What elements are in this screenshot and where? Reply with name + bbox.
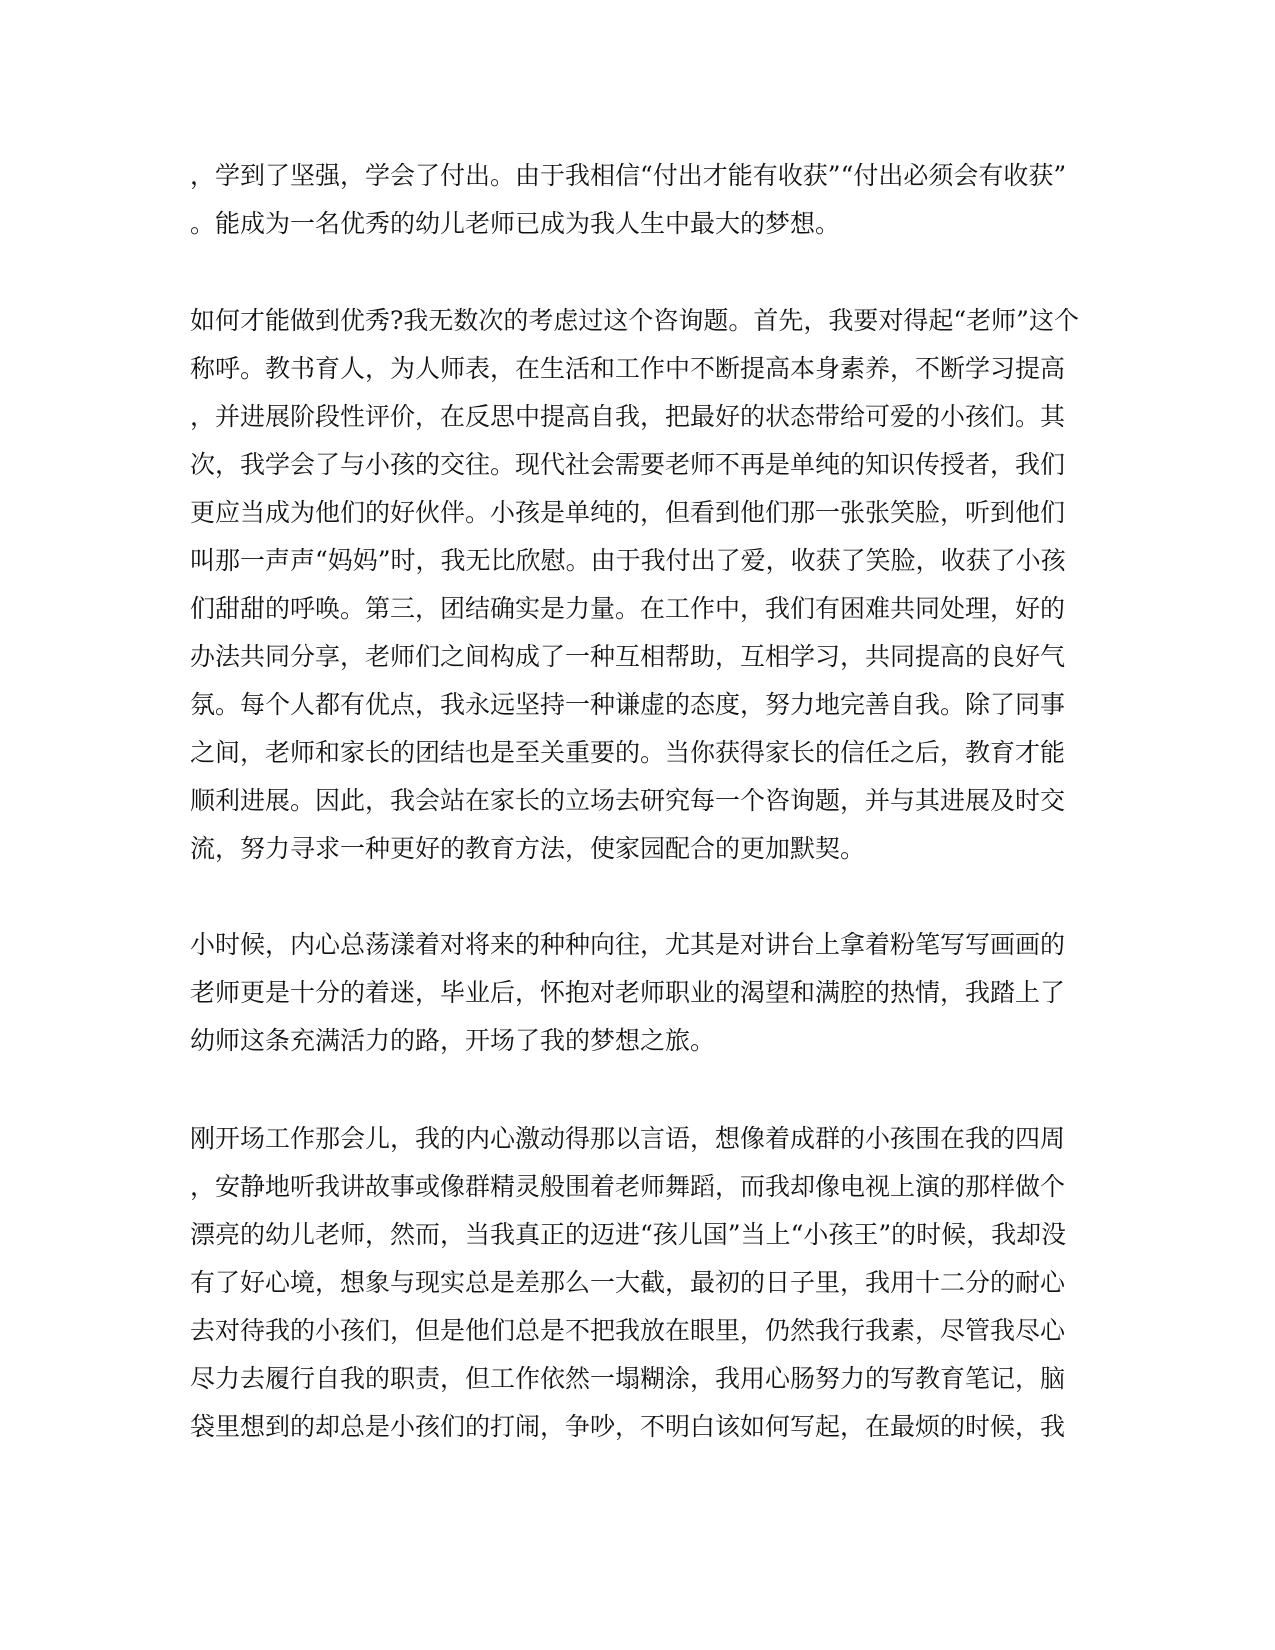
paragraph-3 (190, 921, 1090, 1065)
text-line: 。能成为一名优秀的幼儿老师已成为我人生中最大的梦想。 (190, 209, 841, 238)
text-line: 漂亮的幼儿老师，然而，当我真正的迈进“孩儿国”当上“小孩王”的时候，我却没 (190, 1220, 1067, 1249)
text-line: 次，我学会了与小孩的交往。现代社会需要老师不再是单纯的知识传授者，我们 (190, 450, 1066, 479)
text-line: 顺利进展。因此，我会站在家长的立场去研究每一个咨询题，并与其进展及时交 (190, 786, 1066, 815)
text-line: 老师更是十分的着迷，毕业后，怀抱对老师职业的渴望和满腔的热情，我踏上了 (190, 978, 1066, 1007)
text-line: 叫那一声声“妈妈”时，我无比欣慰。由于我付出了爱，收获了笑脸，收获了小孩 (190, 546, 1066, 575)
text-line: 流，努力寻求一种更好的教育方法，使家园配合的更加默契。 (190, 834, 866, 863)
text-line: 刚开场工作那会儿，我的内心激动得那以言语，想像着成群的小孩围在我的四周 (190, 1124, 1066, 1153)
text-line: 小时候，内心总荡漾着对将来的种种向往，尤其是对讲台上拿着粉笔写写画画的 (190, 930, 1066, 959)
text-line: 如何才能做到优秀?我无数次的考虑过这个咨询题。首先，我要对得起“老师”这个 (190, 306, 1079, 335)
text-line: 去对待我的小孩们，但是他们总是不把我放在眼里，仍然我行我素，尽管我尽心 (190, 1316, 1066, 1345)
text-line: ，学到了坚强，学会了付出。由于我相信“付出才能有收获”“付出必须会有收获” (190, 161, 1067, 190)
text-line: 尽力去履行自我的职责，但工作依然一塌糊涂，我用心肠努力的写教育笔记，脑 (190, 1364, 1066, 1393)
text-line: ，并进展阶段性评价，在反思中提高自我，把最好的状态带给可爱的小孩们。其 (190, 402, 1066, 431)
text-line: 们甜甜的呼唤。第三，团结确实是力量。在工作中，我们有困难共同处理，好的 (190, 594, 1066, 623)
text-line: 有了好心境，想象与现实总是差那么一大截，最初的日子里，我用十二分的耐心 (190, 1268, 1066, 1297)
text-line: 称呼。教书育人，为人师表，在生活和工作中不断提高本身素养，不断学习提高 (190, 354, 1066, 383)
text-line: 之间，老师和家长的团结也是至关重要的。当你获得家长的信任之后，教育才能 (190, 738, 1066, 767)
text-line: 更应当成为他们的好伙伴。小孩是单纯的，但看到他们那一张张笑脸，听到他们 (190, 498, 1066, 527)
text-line: 袋里想到的却总是小孩们的打闹，争吵，不明白该如何写起，在最烦的时候，我 (190, 1412, 1066, 1441)
paragraph-1 (190, 152, 1090, 248)
text-line: 氛。每个人都有优点，我永远坚持一种谦虚的态度，努力地完善自我。除了同事 (190, 690, 1066, 719)
paragraph-2 (190, 297, 1090, 873)
text-line: 办法共同分享，老师们之间构成了一种互相帮助，互相学习，共同提高的良好气 (190, 642, 1066, 671)
paragraph-4 (190, 1115, 1090, 1451)
text-line: 幼师这条充满活力的路，开场了我的梦想之旅。 (190, 1026, 716, 1055)
text-line: ，安静地听我讲故事或像群精灵般围着老师舞蹈，而我却像电视上演的那样做个 (190, 1172, 1066, 1201)
